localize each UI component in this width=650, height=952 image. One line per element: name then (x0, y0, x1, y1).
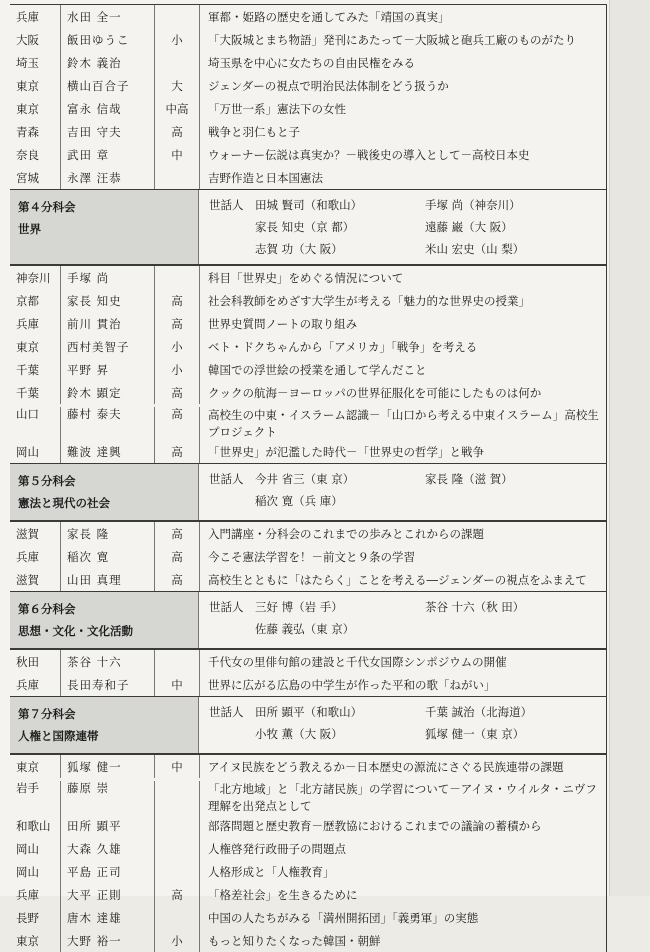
topic-cell: クックの航海－ヨーロッパの世界征服化を可能にしたものは何か (199, 381, 606, 404)
presenter-name-cell: 永澤 汪恭 (60, 166, 154, 189)
topic-cell: 部落問題と歴史教育－歴教協におけるこれまでの議論の蓄積から (199, 814, 606, 837)
prefecture-cell: 山口 (16, 407, 39, 421)
organizer-label: 世話人 (209, 472, 244, 486)
topic-cell: ベト・ドクちゃんから「アメリカ」「戦争」を考える (199, 335, 606, 358)
presentation-row (10, 97, 606, 120)
presentation-row (10, 120, 606, 143)
organizer-name: 田城 賢司（和歌山） (255, 198, 363, 212)
prefecture-cell: 岡山 (16, 444, 39, 459)
rows-block-6 (10, 649, 606, 696)
school-level-cell: 高 (154, 883, 199, 906)
presentation-row (10, 5, 606, 28)
organizers-block (198, 592, 606, 648)
organizer-name: 小牧 薫（大 阪） (255, 727, 343, 741)
presentation-row (10, 860, 606, 883)
school-level-cell: 大 (154, 74, 199, 97)
school-level-cell: 中高 (154, 97, 199, 120)
section-title-block (10, 464, 198, 520)
prefecture-cell: 東京 (16, 933, 39, 948)
presenter-name-cell: 平野 昇 (60, 358, 154, 381)
school-level-cell (154, 837, 199, 860)
prefecture-cell: 東京 (16, 339, 39, 354)
presenter-name-cell: 武田 章 (60, 143, 154, 166)
section-5-header (10, 463, 606, 521)
topic-cell: 「世界史」が氾濫した時代－「世界史の哲学」と戦争 (199, 440, 606, 463)
organizers-block (198, 697, 606, 753)
school-level-cell: 高 (154, 568, 199, 591)
section-theme: 思想・文化・文化活動 (18, 624, 133, 638)
organizer-label: 世話人 (209, 705, 244, 719)
school-level-cell: 高 (154, 381, 199, 404)
presentation-row (10, 673, 606, 696)
topic-cell: 「北方地域」と「北方諸民族」の学習について－アイヌ・ウイルタ・ニヴフ理解を出発点として (199, 781, 606, 814)
section-theme: 世界 (18, 222, 41, 236)
presentation-row (10, 28, 606, 51)
school-level-cell: 高 (154, 407, 199, 440)
organizer-name: 家長 知史（京 都） (255, 220, 355, 234)
presenter-name-cell: 鈴木 義治 (60, 51, 154, 74)
organizer-line (209, 723, 606, 745)
school-level-cell: 小 (154, 335, 199, 358)
organizer-name: 田所 顕平（和歌山） (255, 705, 363, 719)
school-level-cell (154, 781, 199, 814)
presenter-name-cell: 田所 顕平 (60, 814, 154, 837)
school-level-cell: 中 (154, 755, 199, 778)
section-number: 第４分科会 (18, 200, 76, 214)
organizers-block (198, 190, 606, 264)
organizer-name: 手塚 尚（神奈川） (425, 198, 521, 212)
prefecture-cell: 大阪 (16, 32, 39, 47)
school-level-cell (154, 906, 199, 929)
school-level-cell: 高 (154, 120, 199, 143)
presentation-row (10, 289, 606, 312)
presenter-name-cell: 大野 裕一 (60, 929, 154, 952)
prefecture-cell: 千葉 (16, 362, 39, 377)
organizer-name: 米山 宏史（山 梨） (425, 242, 525, 256)
topic-cell: 人格形成と「人権教育」 (199, 860, 606, 883)
school-level-cell: 高 (154, 545, 199, 568)
rows-block-7 (10, 754, 606, 952)
school-level-cell (154, 166, 199, 189)
section-number: 第６分科会 (18, 602, 76, 616)
topic-cell: 世界史質問ノートの取り組み (199, 312, 606, 335)
presenter-name-cell: 藤原 崇 (60, 781, 154, 814)
organizer-line (209, 596, 606, 618)
section-theme: 人権と国際連帯 (18, 729, 99, 743)
topic-cell: 戦争と羽仁もと子 (199, 120, 606, 143)
presentation-row (10, 312, 606, 335)
section-number: 第７分科会 (18, 707, 76, 721)
topic-cell: 「大阪城とまち物語」発刊にあたって－大阪城と砲兵工廠のものがたり (199, 28, 606, 51)
presentation-row (10, 883, 606, 906)
prefecture-cell: 兵庫 (16, 549, 39, 564)
topic-cell: 世界に広がる広島の中学生が作った平和の歌「ねがい」 (199, 673, 606, 696)
school-level-cell: 中 (154, 673, 199, 696)
presentation-row (10, 522, 606, 545)
presenter-name-cell: 唐木 達雄 (60, 906, 154, 929)
presenter-name-cell: 前川 貫治 (60, 312, 154, 335)
section-4-header (10, 189, 606, 265)
rows-block-4 (10, 265, 606, 463)
organizer-label: 世話人 (209, 198, 244, 212)
school-level-cell (154, 266, 199, 289)
organizer-name: 三好 博（岩 手） (255, 600, 343, 614)
school-level-cell: 高 (154, 522, 199, 545)
school-level-cell: 中 (154, 143, 199, 166)
prefecture-cell: 宮城 (16, 170, 39, 185)
presentation-row (10, 755, 606, 778)
organizer-name: 遠藤 巌（大 阪） (425, 220, 513, 234)
prefecture-cell: 岡山 (16, 864, 39, 879)
section-title-block (10, 697, 198, 753)
prefecture-cell: 青森 (16, 124, 39, 139)
presenter-name-cell: 吉田 守夫 (60, 120, 154, 143)
organizer-name: 茶谷 十六（秋 田） (425, 600, 525, 614)
organizer-name: 今井 省三（東 京） (255, 472, 355, 486)
presentation-row (10, 381, 606, 404)
prefecture-cell: 滋賀 (16, 526, 39, 541)
prefecture-cell: 兵庫 (16, 316, 39, 331)
school-level-cell: 高 (154, 440, 199, 463)
presentation-row (10, 335, 606, 358)
section-title-block (10, 190, 198, 264)
presenter-name-cell: 水田 全一 (60, 5, 154, 28)
prefecture-cell: 滋賀 (16, 572, 39, 587)
school-level-cell: 小 (154, 358, 199, 381)
rows-block-3 (10, 4, 606, 189)
prefecture-cell: 神奈川 (16, 270, 51, 285)
prefecture-cell: 長野 (16, 910, 39, 925)
topic-cell: 韓国での浮世絵の授業を通して学んだこと (199, 358, 606, 381)
presenter-name-cell: 平島 正司 (60, 860, 154, 883)
topic-cell: 「格差社会」を生きるために (199, 883, 606, 906)
prefecture-cell: 秋田 (16, 654, 39, 669)
school-level-cell (154, 860, 199, 883)
presenter-name-cell: 難波 達興 (60, 440, 154, 463)
organizer-line (209, 194, 606, 216)
prefecture-cell: 兵庫 (16, 677, 39, 692)
school-level-cell: 小 (154, 929, 199, 952)
section-6-header (10, 591, 606, 649)
school-level-cell: 小 (154, 28, 199, 51)
school-level-cell (154, 51, 199, 74)
presentation-table (10, 4, 607, 952)
prefecture-cell: 岡山 (16, 841, 39, 856)
presentation-row (10, 143, 606, 166)
presenter-name-cell: 長田寿和子 (60, 673, 154, 696)
presentation-row (10, 568, 606, 591)
topic-cell: 吉野作造と日本国憲法 (199, 166, 606, 189)
topic-cell: 千代女の里俳句館の建設と千代女国際シンポジウムの開催 (199, 650, 606, 673)
presenter-name-cell: 家長 知史 (60, 289, 154, 312)
presentation-row (10, 650, 606, 673)
prefecture-cell: 和歌山 (16, 818, 51, 833)
school-level-cell: 高 (154, 312, 199, 335)
presentation-row (10, 166, 606, 189)
prefecture-cell: 奈良 (16, 147, 39, 162)
presentation-row (10, 906, 606, 929)
organizer-name: 稲次 寛（兵 庫） (255, 494, 343, 508)
organizer-name: 家長 隆（滋 賀） (425, 472, 513, 486)
organizers-block (198, 464, 606, 520)
presenter-name-cell: 家長 隆 (60, 522, 154, 545)
topic-cell: もっと知りたくなった韓国・朝鮮 (199, 929, 606, 952)
topic-cell: ウォーナー伝説は真実か？－戦後史の導入として－高校日本史 (199, 143, 606, 166)
organizer-line (209, 701, 606, 723)
section-7-header (10, 696, 606, 754)
school-level-cell (154, 650, 199, 673)
presentation-row (10, 358, 606, 381)
presenter-name-cell: 大森 久雄 (60, 837, 154, 860)
presentation-row (10, 51, 606, 74)
topic-cell: 社会科教師をめざす大学生が考える「魅力的な世界史の授業」 (199, 289, 606, 312)
presenter-name-cell: 藤村 泰夫 (60, 407, 154, 440)
organizer-line (209, 490, 606, 512)
topic-cell: 中国の人たちがみる「満州開拓団」「義勇軍」の実態 (199, 906, 606, 929)
topic-cell: 今こそ憲法学習を！－前文と９条の学習 (199, 545, 606, 568)
presentation-row (10, 814, 606, 837)
organizer-line (209, 238, 606, 260)
presenter-name-cell: 狐塚 健一 (60, 755, 154, 778)
presenter-name-cell: 横山百合子 (60, 74, 154, 97)
presenter-name-cell: 手塚 尚 (60, 266, 154, 289)
presentation-row (10, 404, 606, 440)
topic-cell: アイヌ民族をどう教えるか－日本歴史の源流にさぐる民族連帯の課題 (199, 755, 606, 778)
topic-cell: 軍都・姫路の歴史を通してみた「靖国の真実」 (199, 5, 606, 28)
presenter-name-cell: 富永 信哉 (60, 97, 154, 120)
prefecture-cell: 千葉 (16, 385, 39, 400)
organizer-name: 狐塚 健一（東 京） (425, 727, 525, 741)
prefecture-cell: 兵庫 (16, 9, 39, 24)
organizer-label: 世話人 (209, 600, 244, 614)
topic-cell: 高校生の中東・イスラーム認識－「山口から考える中東イスラーム」高校生プロジェクト (199, 407, 606, 440)
presenter-name-cell: 西村美智子 (60, 335, 154, 358)
school-level-cell: 高 (154, 289, 199, 312)
organizer-name: 佐藤 義弘（東 京） (255, 622, 355, 636)
facing-page-edge (609, 0, 650, 896)
presentation-row (10, 266, 606, 289)
topic-cell: 科目「世界史」をめぐる情況について (199, 266, 606, 289)
organizer-line (209, 468, 606, 490)
presentation-row (10, 545, 606, 568)
prefecture-cell: 東京 (16, 101, 39, 116)
rows-block-5 (10, 521, 606, 591)
topic-cell: ジェンダーの視点で明治民法体制をどう扱うか (199, 74, 606, 97)
school-level-cell (154, 814, 199, 837)
organizer-line (209, 216, 606, 238)
topic-cell: 高校生とともに「はたらく」ことを考える―ジェンダーの視点をふまえて (199, 568, 606, 591)
organizer-name: 千葉 誠治（北海道） (425, 705, 533, 719)
prefecture-cell: 東京 (16, 78, 39, 93)
topic-cell: 入門講座・分科会のこれまでの歩みとこれからの課題 (199, 522, 606, 545)
presenter-name-cell: 大平 正則 (60, 883, 154, 906)
presentation-row (10, 778, 606, 814)
prefecture-cell: 京都 (16, 293, 39, 308)
presentation-row (10, 440, 606, 463)
prefecture-cell: 兵庫 (16, 887, 39, 902)
section-theme: 憲法と現代の社会 (18, 496, 110, 510)
presenter-name-cell: 稲次 寛 (60, 545, 154, 568)
topic-cell: 埼玉県を中心に女たちの自由民権をみる (199, 51, 606, 74)
topic-cell: 「万世一系」憲法下の女性 (199, 97, 606, 120)
topic-cell: 人権啓発行政冊子の問題点 (199, 837, 606, 860)
presenter-name-cell: 山田 真理 (60, 568, 154, 591)
presentation-row (10, 837, 606, 860)
prefecture-cell: 埼玉 (16, 55, 39, 70)
organizer-name: 志賀 功（大 阪） (255, 242, 343, 256)
school-level-cell (154, 5, 199, 28)
organizer-line (209, 618, 606, 640)
presenter-name-cell: 茶谷 十六 (60, 650, 154, 673)
section-number: 第５分科会 (18, 474, 76, 488)
presentation-row (10, 74, 606, 97)
prefecture-cell: 岩手 (16, 781, 39, 795)
presenter-name-cell: 飯田ゆうこ (60, 28, 154, 51)
presenter-name-cell: 鈴木 顕定 (60, 381, 154, 404)
prefecture-cell: 東京 (16, 759, 39, 774)
section-title-block (10, 592, 198, 648)
presentation-row (10, 929, 606, 952)
